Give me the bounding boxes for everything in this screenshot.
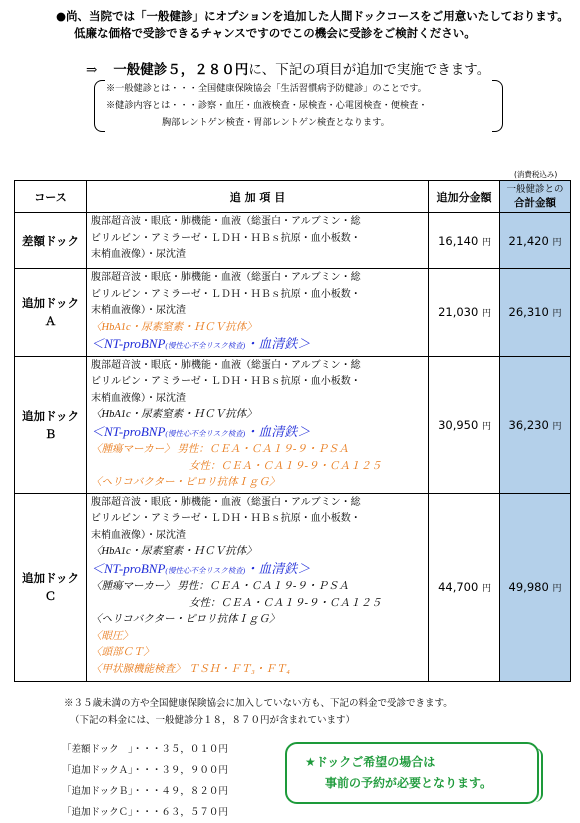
tax-note: (消費税込み)	[514, 170, 558, 179]
list-item: 「追加ドックＡ」・・・３９，９００円	[62, 765, 228, 776]
list-item: 「追加ドックＢ」・・・４９，８２０円	[62, 786, 228, 797]
item-line: ビリルビン・アミラーゼ・ＬＤＨ・ＨＢｓ抗原・血小板数・	[91, 288, 361, 300]
nt-close: ・血清鉄＞	[245, 336, 311, 351]
item-line: ビリルビン・アミラーゼ・ＬＤＨ・ＨＢｓ抗原・血小板数・	[91, 232, 361, 244]
table-header-row	[15, 181, 571, 213]
option-thyroid: 〈甲状腺機能検査〉 ＴＳＨ・ＦＴ₃・ＦＴ₄	[91, 663, 290, 675]
course-name-line1: 追加ドック	[21, 296, 80, 311]
footnote-line-2: （下記の料金には、一般健診分１８，８７０円が含まれています）	[70, 715, 356, 726]
yen-unit: 円	[481, 421, 491, 432]
list-item: 「追加ドックＣ」・・・６３，５７０円	[62, 807, 228, 818]
course-name-line2: Ａ	[44, 314, 57, 329]
table-row	[15, 356, 571, 493]
total-cell	[500, 356, 571, 493]
table-row	[15, 493, 571, 681]
headline-price: 一般健診５，２８０円	[113, 62, 249, 78]
under35-price-list	[62, 739, 228, 823]
nt-close: ・血清鉄＞	[245, 560, 311, 576]
price-cell	[429, 493, 500, 681]
course-name-line2: Ｂ	[44, 426, 57, 441]
nt-open: ＜NT-proBNP	[91, 336, 166, 351]
items-cell	[87, 356, 429, 493]
total-cell	[500, 493, 571, 681]
option-hba1c: 〈HbA1c・尿素窒素・ＨＣＶ抗体〉	[91, 546, 257, 557]
nt-small: (慢性心不全リスク検査)	[165, 565, 246, 575]
price-value: 30,950	[438, 417, 479, 432]
total-value: 26,310	[508, 305, 549, 320]
yen-unit: 円	[481, 309, 491, 320]
item-line: 末梢血液像）・尿沈渣	[91, 305, 186, 316]
table-row	[15, 213, 571, 269]
total-value: 21,420	[508, 233, 549, 248]
item-line: 末梢血液像）・尿沈渣	[91, 529, 186, 541]
option-hba1c: 〈HbA1c・尿素窒素・ＨＣＶ抗体〉	[91, 321, 257, 333]
total-value: 36,230	[508, 417, 549, 432]
footnote-line-1: ※３５歳未満の方や全国健康保険協会に加入していない方も、下記の料金で受診できます。	[64, 698, 453, 709]
reservation-callout	[285, 742, 539, 804]
callout-line-1: ★ドックご希望の場合は	[305, 755, 436, 769]
nt-close: ・血清鉄＞	[245, 423, 311, 439]
option-eye-pressure: 〈眼圧〉	[91, 630, 133, 642]
items-cell	[87, 269, 429, 357]
item-line: ビリルビン・アミラーゼ・ＬＤＨ・ＨＢｓ抗原・血小板数・	[91, 376, 361, 387]
nt-small: (慢性心不全リスク検査)	[165, 341, 246, 350]
option-hba1c: 〈HbA1c・尿素窒素・ＨＣＶ抗体〉	[91, 409, 257, 420]
course-name	[15, 493, 87, 681]
option-tumor-female: 女性：ＣＥＡ・ＣＡ１９‐９・ＣＡ１２５	[189, 460, 382, 472]
nt-small: (慢性心不全リスク検査)	[165, 428, 246, 438]
yen-unit: 円	[552, 309, 562, 320]
header-course: コース	[15, 181, 87, 213]
item-line: 末梢血液像）・尿沈渣	[91, 249, 186, 260]
item-line: 腹部超音波・眼底・肺機能・血液（総蛋白・アルブミン・総	[91, 216, 361, 227]
price-cell	[429, 269, 500, 357]
price-cell	[429, 356, 500, 493]
option-nt-probnp	[91, 424, 424, 443]
header-price: 追加分金額	[429, 181, 500, 213]
course-name-line1: 追加ドック	[21, 571, 80, 585]
note-line-3: 胸部レントゲン検査・胃部レントゲン検査となります。	[162, 117, 390, 128]
option-pylori: 〈ヘリコバクター・ピロリ抗体ＩｇＧ〉	[91, 614, 280, 625]
callout-line-2: 事前の予約が必要となります。	[325, 776, 493, 790]
item-line: 腹部超音波・眼底・肺機能・血液（総蛋白・アルブミン・総	[91, 272, 361, 283]
price-value: 44,700	[438, 580, 479, 594]
course-name	[15, 269, 87, 357]
price-value: 21,030	[438, 305, 479, 320]
intro-text	[56, 8, 569, 42]
yen-unit: 円	[481, 237, 491, 248]
total-value: 49,980	[508, 580, 549, 594]
intro-line-1: ●尚、当院では「一般健診」にオプションを追加した人間ドックコースをご用意いたしております。	[56, 9, 569, 23]
arrow-icon: ⇒	[86, 62, 98, 78]
nt-open: ＜NT-proBNP	[91, 423, 166, 439]
course-price-table	[14, 180, 571, 682]
total-cell	[500, 269, 571, 357]
price-value: 16,140	[438, 233, 479, 248]
items-cell	[87, 213, 429, 269]
total-cell	[500, 213, 571, 269]
nt-open: ＜NT-proBNP	[91, 560, 166, 576]
option-tumor-male: 〈腫瘍マーカー〉 男性：ＣＥＡ・ＣＡ１９‐９・ＰＳＡ	[91, 581, 349, 592]
headline	[86, 58, 490, 78]
bracket-left	[94, 80, 105, 132]
option-tumor-male: 〈腫瘍マーカー〉 男性：ＣＥＡ・ＣＡ１９‐９・ＰＳＡ	[91, 444, 349, 455]
item-line: 腹部超音波・眼底・肺機能・血液（総蛋白・アルブミン・総	[91, 359, 361, 371]
header-total-line1: 一般健診との	[506, 184, 564, 195]
yen-unit: 円	[481, 584, 491, 594]
header-total-line2: 合計金額	[514, 197, 556, 209]
price-cell	[429, 213, 500, 269]
option-head-ct: 〈頭部ＣＴ〉	[91, 647, 154, 658]
course-name: 差額ドック	[15, 213, 87, 269]
table-row	[15, 269, 571, 357]
course-name	[15, 356, 87, 493]
course-name-line1: 追加ドック	[21, 408, 80, 423]
items-cell	[87, 493, 429, 681]
note-line-1: ※一般健診とは・・・全国健康保険協会「生活習慣病予防健診」のことです。	[106, 83, 427, 94]
bracket-right	[492, 80, 503, 132]
item-line: 腹部超音波・眼底・肺機能・血液（総蛋白・アルブミン・総	[91, 496, 361, 508]
item-line: 末梢血液像）・尿沈渣	[91, 392, 186, 404]
course-name-line2: Ｃ	[44, 589, 57, 603]
option-nt-probnp	[91, 561, 424, 580]
yen-unit: 円	[552, 237, 562, 248]
list-item: 「差額ドック 」・・・３５，０１０円	[62, 744, 228, 755]
intro-line-2: 低廉な価格で受診できるチャンスですのでこの機会に受診をご検討ください。	[74, 26, 476, 40]
item-line: ビリルビン・アミラーゼ・ＬＤＨ・ＨＢｓ抗原・血小板数・	[91, 513, 361, 524]
headline-rest: に、下記の項目が追加で実施できます。	[248, 62, 491, 78]
definition-notes	[106, 80, 491, 130]
header-total	[500, 181, 571, 213]
header-items: 追 加 項 目	[87, 181, 429, 213]
note-line-2: ※健診内容とは・・・診察・血圧・血液検査・尿検査・心電図検査・便検査・	[106, 100, 428, 111]
yen-unit: 円	[552, 584, 562, 594]
yen-unit: 円	[552, 421, 562, 432]
option-pylori: 〈ヘリコバクター・ピロリ抗体ＩｇＧ〉	[91, 477, 280, 488]
option-nt-probnp	[91, 336, 424, 355]
under35-footnote	[64, 695, 453, 729]
option-tumor-female: 女性：ＣＥＡ・ＣＡ１９‐９・ＣＡ１２５	[189, 597, 382, 609]
